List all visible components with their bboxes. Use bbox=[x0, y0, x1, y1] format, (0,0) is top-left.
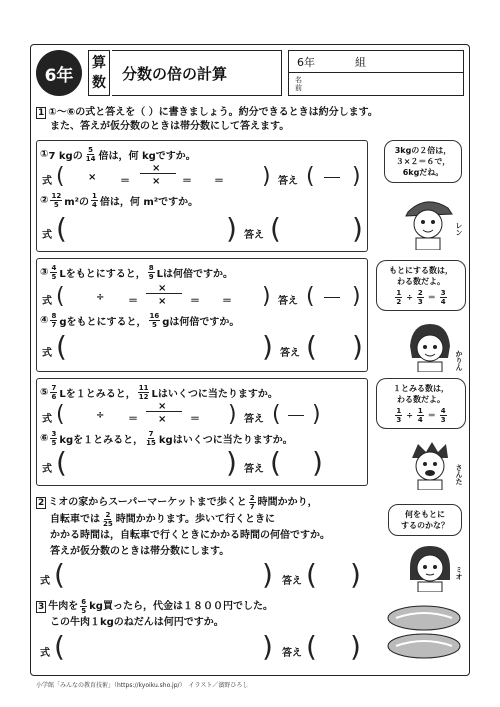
beef-illustration bbox=[384, 600, 464, 664]
answer-blank-5[interactable] bbox=[288, 415, 304, 416]
paren-close-1: ) bbox=[262, 164, 271, 189]
character-santa-illustration bbox=[398, 436, 462, 490]
answer-paren-close-q3[interactable]: ) bbox=[350, 630, 361, 663]
fraction-bar-3[interactable] bbox=[146, 293, 182, 294]
answer-paren-close-q2[interactable]: ) bbox=[350, 558, 361, 591]
kotae-label-5: 答え bbox=[244, 414, 264, 425]
paren-open-1: ( bbox=[56, 164, 65, 189]
paren-open-2[interactable]: ( bbox=[56, 212, 67, 245]
q1-instruction bbox=[36, 106, 378, 134]
subject-label: 算数 bbox=[88, 50, 110, 96]
answer-paren-close-6[interactable]: ) bbox=[312, 446, 323, 479]
shiki-label-4: 式 bbox=[42, 348, 52, 359]
answer-paren-open-6[interactable]: ( bbox=[270, 446, 281, 479]
eq-3b: ＝ bbox=[190, 296, 200, 307]
character-name-santa: さんた bbox=[455, 464, 463, 485]
times-3a: × bbox=[158, 283, 167, 294]
kotae-label-2: 答え bbox=[244, 230, 264, 241]
paren-open-5[interactable]: ( bbox=[56, 402, 65, 427]
eq-5b: ＝ bbox=[190, 414, 200, 425]
div-3: ÷ bbox=[96, 292, 105, 303]
eq-3c: ＝ bbox=[222, 296, 232, 307]
character-name-ren: レン bbox=[455, 222, 463, 236]
times-3b: × bbox=[158, 296, 167, 307]
character-name-mio: ミオ bbox=[455, 566, 463, 580]
answer-paren-open-q3[interactable]: ( bbox=[306, 630, 317, 663]
q2-text: 2 ミオの家からスーパーマーケットまで歩くと $\frac{2}{7}$ 時間かかり， 自転車では $\frac{2}{25}$ 時間かかります。歩いて行くときに かかる時間は，自転車で行くときにかかる時間の何倍ですか。 答えが仮分数のときは帯分数にします。 bbox=[38, 494, 330, 557]
q1-number: 1 bbox=[38, 108, 45, 118]
answer-paren-open-5[interactable]: ( bbox=[272, 402, 281, 427]
paren-close-2[interactable]: ) bbox=[226, 212, 237, 245]
q1-instruction-line2: また、答えが仮分数のときは帯分数にして答えます。 bbox=[50, 121, 290, 132]
shiki-label-2: 式 bbox=[42, 230, 52, 241]
name-label-2: 前 bbox=[295, 84, 302, 92]
kotae-label-3: 答え bbox=[278, 296, 298, 307]
paren-close-4[interactable]: ) bbox=[262, 330, 273, 363]
div-5: ÷ bbox=[96, 410, 105, 421]
q2-number: 2 bbox=[38, 497, 45, 508]
problem-5-text: ⑤ $\frac{7}{6}$ Lを１とみると， $\frac{11}{12}$ Lはいくつに当たりますか。 bbox=[40, 384, 278, 401]
character-mio-illustration bbox=[398, 538, 462, 592]
hint-bubble-3: １とみる数は， わる数だよ。 $\frac{1}{3}$ ÷ $\frac{1}{4}$ ＝ $\frac{4}{3}$ bbox=[376, 378, 466, 429]
shiki-label-q2: 式 bbox=[40, 576, 50, 587]
answer-paren-open-2[interactable]: ( bbox=[270, 212, 281, 245]
grade-badge: 6年 bbox=[36, 50, 82, 96]
problem-2-text: ② $\frac{12}{5}$ m²の $\frac{1}{4}$ 倍は，何 m²ですか。 bbox=[40, 192, 199, 209]
paren-close-6[interactable]: ) bbox=[226, 446, 237, 479]
shiki-label-1: 式 bbox=[42, 176, 52, 187]
answer-paren-close-1[interactable]: ) bbox=[352, 164, 361, 189]
q3-text: 3 牛肉を $\frac{6}{5}$ kg買ったら，代金は１８００円でした。 この牛肉１kgのねだんは何円ですか。 bbox=[38, 598, 273, 628]
kotae-label-q3: 答え bbox=[282, 648, 302, 659]
times-1b: × bbox=[152, 163, 161, 174]
kotae-label-6: 答え bbox=[244, 464, 264, 475]
shiki-label-q3: 式 bbox=[40, 648, 50, 659]
q3-number: 3 bbox=[38, 601, 45, 612]
class-row[interactable] bbox=[289, 51, 463, 73]
paren-close-3[interactable]: ) bbox=[262, 284, 271, 309]
hint-bubble-2: もとにする数は， わる数だよ。 $\frac{1}{2}$ ÷ $\frac{2}{3}$ ＝ $\frac{3}{4}$ bbox=[376, 260, 466, 311]
kotae-label-q2: 答え bbox=[282, 576, 302, 587]
times-1: × bbox=[88, 172, 97, 183]
times-5a: × bbox=[158, 401, 167, 412]
paren-open-6[interactable]: ( bbox=[56, 446, 67, 479]
paren-open-q2[interactable]: ( bbox=[54, 558, 65, 591]
credit-footer: 小学館「みんなの教育技術」（https://kyoiku.sho.jp/） イラスト／濱野ひろし bbox=[36, 682, 249, 689]
problem-1-text: ① 7 kgの $\frac{5}{14}$ 倍は，何 kgですか。 bbox=[40, 146, 196, 163]
worksheet-title: 分数の倍の計算 bbox=[112, 50, 282, 96]
answer-paren-open-1[interactable]: ( bbox=[306, 164, 315, 189]
shiki-label-5: 式 bbox=[42, 414, 52, 425]
paren-close-q2[interactable]: ) bbox=[262, 558, 273, 591]
character-ren-illustration bbox=[396, 190, 466, 250]
shiki-label-3: 式 bbox=[42, 296, 52, 307]
answer-paren-close-5[interactable]: ) bbox=[312, 402, 321, 427]
paren-open-q3[interactable]: ( bbox=[54, 630, 65, 663]
answer-blank-3[interactable] bbox=[324, 297, 340, 298]
name-label-1: 名 bbox=[295, 76, 302, 84]
kotae-label-1: 答え bbox=[278, 176, 298, 187]
eq-3a: ＝ bbox=[128, 296, 138, 307]
character-name-karin: かりん bbox=[455, 350, 463, 371]
paren-close-5[interactable]: ) bbox=[228, 402, 237, 427]
kotae-label-4: 答え bbox=[280, 348, 300, 359]
hint-bubble-4: 何をもとに するのかな？ bbox=[388, 504, 462, 536]
eq-1a: ＝ bbox=[120, 176, 130, 187]
eq-5a: ＝ bbox=[128, 414, 138, 425]
answer-paren-close-3[interactable]: ) bbox=[352, 284, 361, 309]
paren-open-4[interactable]: ( bbox=[56, 330, 67, 363]
class-grade: 6年 bbox=[297, 55, 315, 69]
paren-open-3[interactable]: ( bbox=[56, 284, 65, 309]
character-karin-illustration bbox=[398, 318, 462, 372]
class-name-box[interactable] bbox=[288, 50, 464, 96]
times-5b: × bbox=[158, 414, 167, 425]
eq-1c: ＝ bbox=[214, 176, 224, 187]
fraction-bar-5[interactable] bbox=[146, 411, 182, 412]
answer-paren-open-4[interactable]: ( bbox=[306, 330, 317, 363]
answer-paren-close-4[interactable]: ) bbox=[352, 330, 363, 363]
answer-blank-1[interactable] bbox=[324, 177, 340, 178]
paren-close-q3[interactable]: ) bbox=[262, 630, 273, 663]
fraction-bar-1[interactable] bbox=[140, 173, 176, 174]
hint-bubble-1: 3kgの２倍は， ３×２＝６で， 6kgだね。 bbox=[384, 140, 462, 183]
class-label: 組 bbox=[355, 55, 366, 69]
q1-instruction-line1: ①～⑥の式と答えを（ ）に書きましょう。約分できるときは約分します。 bbox=[48, 107, 378, 118]
problem-4-text: ④ $\frac{8}{7}$ gをもとにすると， $\frac{16}{5}$ gは何倍ですか。 bbox=[40, 312, 240, 329]
shiki-label-6: 式 bbox=[42, 464, 52, 475]
problem-6-text: ⑥ $\frac{3}{5}$ kgを１とみると， $\frac{7}{15}$ kgはいくつに当たりますか。 bbox=[40, 430, 293, 447]
problem-3-text: ③ $\frac{4}{5}$ Lをもとにすると， $\frac{8}{9}$ Lは何倍ですか。 bbox=[40, 264, 233, 281]
answer-paren-open-3[interactable]: ( bbox=[306, 284, 315, 309]
answer-paren-close-2[interactable]: ) bbox=[352, 212, 363, 245]
answer-paren-open-q2[interactable]: ( bbox=[306, 558, 317, 591]
eq-1b: ＝ bbox=[182, 176, 192, 187]
name-row[interactable] bbox=[289, 73, 463, 95]
times-1c: × bbox=[152, 176, 161, 187]
